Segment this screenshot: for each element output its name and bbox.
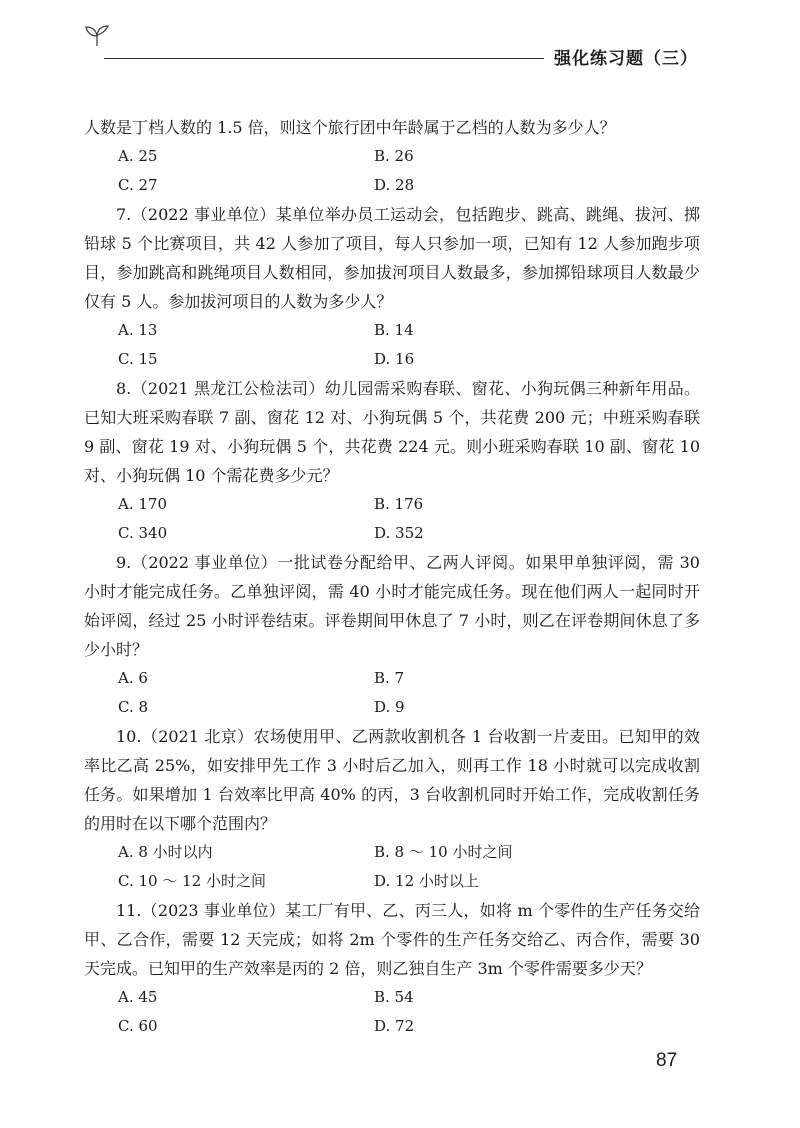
option-b: B. 14 xyxy=(374,321,414,339)
question-11: 11.（2023 事业单位）某工厂有甲、乙、丙三人，如将 m 个零件的生产任务交给甲、乙合作，需要 12 天完成；如将 2m 个零件的生产任务交给乙、丙合作，需要 30 天完成。已知甲的生产效率是丙的 2 倍，则乙独自生产 3m 个零件需要多少天？ xyxy=(84,901,700,978)
q10-options xyxy=(84,838,700,896)
option-c: C. 8 xyxy=(118,698,149,716)
q7-options xyxy=(84,316,700,374)
option-b: B. 8 ～ 10 小时之间 xyxy=(374,843,513,861)
exercise-content xyxy=(84,113,700,1041)
header-rule xyxy=(104,58,544,59)
option-d: D. 12 小时以上 xyxy=(374,872,479,890)
option-d: D. 28 xyxy=(374,176,415,194)
option-c: C. 10 ～ 12 小时之间 xyxy=(118,872,266,890)
option-b: B. 7 xyxy=(374,669,405,687)
page-number: 87 xyxy=(656,1050,678,1071)
option-a: A. 8 小时以内 xyxy=(118,843,213,861)
option-c: C. 60 xyxy=(118,1017,158,1035)
option-a: A. 170 xyxy=(118,495,167,513)
page-header xyxy=(0,0,800,80)
option-a: A. 13 xyxy=(118,321,158,339)
option-b: B. 54 xyxy=(374,988,414,1006)
q9-options xyxy=(84,664,700,722)
question-9: 9.（2022 事业单位）一批试卷分配给甲、乙两人评阅。如果甲单独评阅，需 30 小时才能完成任务。乙单独评阅，需 40 小时才能完成任务。现在他们两人一起同时开始评阅，经过 25 小时评卷结束。评卷期间甲休息了 7 小时，则乙在评卷期间休息了多少小时？ xyxy=(84,553,700,659)
option-c: C. 15 xyxy=(118,350,158,368)
option-b: B. 26 xyxy=(374,147,414,165)
question-10: 10.（2021 北京）农场使用甲、乙两款收割机各 1 台收割一片麦田。已知甲的效率比乙高 25%，如安排甲先工作 3 小时后乙加入，则再工作 18 小时就可以完成收割任务。如果增加 1 台效率比甲高 40% 的丙，3 台收割机同时开始工作，完成收割任务的用时在以下哪个范围内？ xyxy=(84,727,700,833)
q8-options xyxy=(84,490,700,548)
option-c: C. 340 xyxy=(118,524,168,542)
q6-options xyxy=(84,142,700,200)
option-d: D. 9 xyxy=(374,698,405,716)
question-7: 7.（2022 事业单位）某单位举办员工运动会，包括跑步、跳高、跳绳、拔河、掷铅球 5 个比赛项目，共 42 人参加了项目，每人只参加一项，已知有 12 人参加跑步项目，参加跳高和跳绳项目人数相同，参加拔河项目人数最多，参加掷铅球项目人数最少仅有 5 人。参加拔河项目的人数为多少人？ xyxy=(84,205,700,311)
option-a: A. 45 xyxy=(118,988,158,1006)
sprout-icon xyxy=(82,24,112,48)
option-b: B. 176 xyxy=(374,495,424,513)
section-title: 强化练习题（三） xyxy=(554,49,698,69)
option-d: D. 72 xyxy=(374,1017,415,1035)
option-d: D. 352 xyxy=(374,524,424,542)
option-c: C. 27 xyxy=(118,176,158,194)
q11-options xyxy=(84,983,700,1041)
option-d: D. 16 xyxy=(374,350,415,368)
option-a: A. 6 xyxy=(118,669,148,687)
intro-text: 人数是丁档人数的 1.5 倍，则这个旅行团中年龄属于乙档的人数为多少人？ xyxy=(84,118,616,137)
question-8: 8.（2021 黑龙江公检法司）幼儿园需采购春联、窗花、小狗玩偶三种新年用品。已知大班采购春联 7 副、窗花 12 对、小狗玩偶 5 个，共花费 200 元；中班采购春联 9 副、窗花 19 对、小狗玩偶 5 个，共花费 224 元。则小班采购春联 10 副、窗花 10 对、小狗玩偶 10 个需花费多少元？ xyxy=(84,379,700,485)
option-a: A. 25 xyxy=(118,147,158,165)
